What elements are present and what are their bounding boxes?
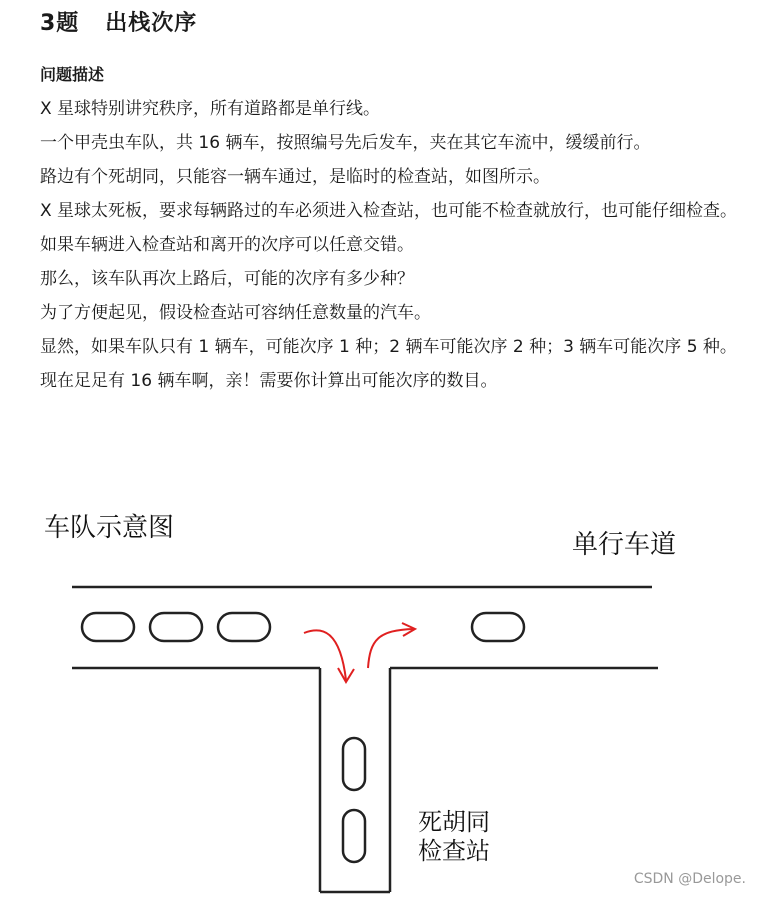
paragraph-line: 为了方便起见，假设检查站可容纳任意数量的汽车。: [40, 303, 431, 323]
car-icon: [218, 613, 270, 641]
exit-arrow-icon: [368, 629, 414, 668]
convoy-diagram: [0, 490, 760, 897]
paragraph-line: 显然，如果车队只有 1 辆车，可能次序 1 种；2 辆车可能次序 2 种；3 辆车可能次序 5 种。: [40, 337, 737, 357]
paragraph-line: X 星球太死板，要求每辆路过的车必须进入检查站，也可能不检查就放行，也可能仔细检查。: [40, 201, 738, 221]
convoy-diagram-svg: [0, 490, 760, 897]
road-label: 单行车道: [572, 530, 677, 560]
dead-end-label: 死胡同: [418, 808, 490, 836]
paragraph-line: 一个甲壳虫车队，共 16 辆车，按照编号先后发车，夹在其它车流中，缓缓前行。: [40, 133, 651, 153]
car-icon: [343, 738, 365, 790]
car-icon: [82, 613, 134, 641]
checkpoint-label: 检查站: [418, 837, 490, 865]
paragraph-line: 路边有个死胡同，只能容一辆车通过，是临时的检查站，如图所示。: [40, 167, 550, 187]
paragraph-line: 现在足足有 16 辆车啊，亲！需要你计算出可能次序的数目。: [40, 371, 498, 391]
paragraph-line: X 星球特别讲究秩序，所有道路都是单行线。: [40, 99, 381, 119]
car-icon: [343, 810, 365, 862]
page-title: 3题 出栈次序: [40, 11, 198, 36]
diagram-caption: 车队示意图: [44, 513, 175, 543]
car-icon: [472, 613, 524, 641]
section-heading: 问题描述: [40, 65, 105, 84]
problem-description: [40, 92, 740, 398]
paragraph-line: 那么，该车队再次上路后，可能的次序有多少种？: [40, 269, 414, 289]
watermark: CSDN @Delope.: [633, 871, 746, 887]
paragraph-line: 如果车辆进入检查站和离开的次序可以任意交错。: [40, 235, 414, 255]
car-icon: [150, 613, 202, 641]
